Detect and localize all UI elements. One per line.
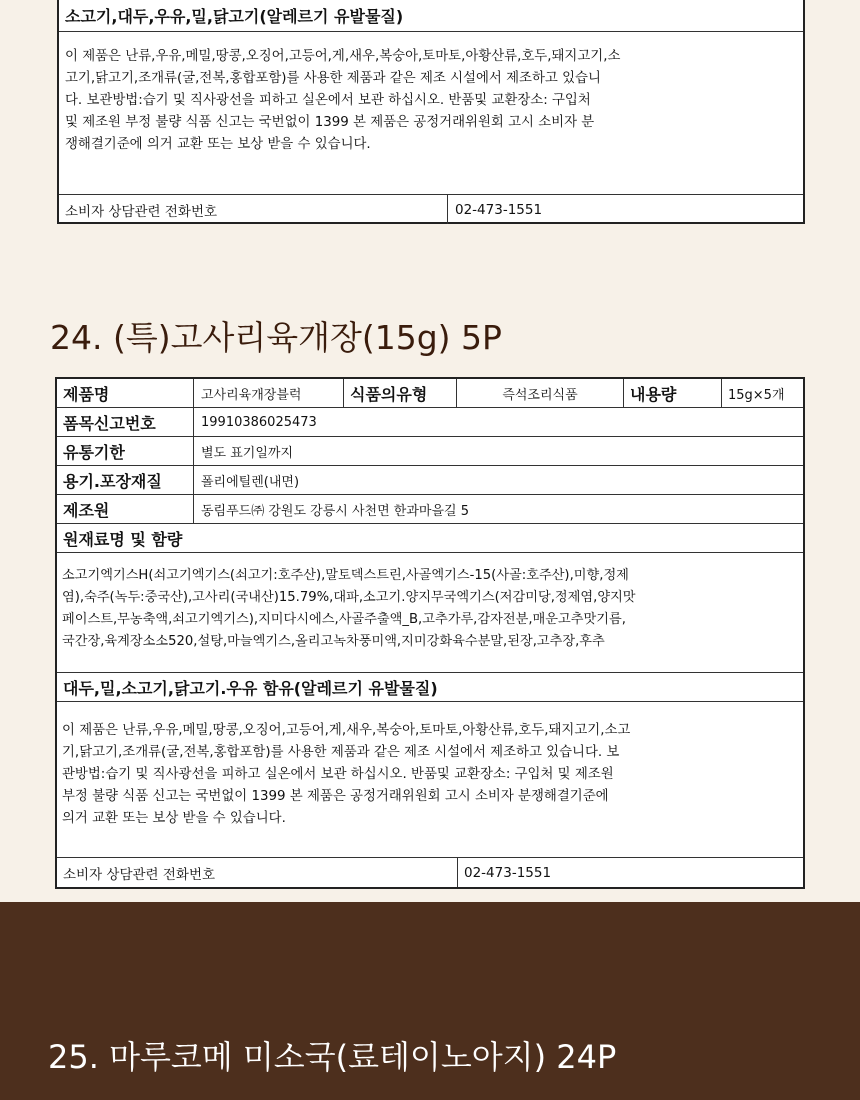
top-notice-line: 및 제조원 부정 불량 식품 신고는 국번없이 1399 본 제품은 공정거래위원회 고시 소비자 분 (65, 115, 595, 130)
ingredients-line: 소고기엑기스H(쇠고기엑기스(쇠고기:호주산),말토덱스트린,사골엑기스-15(사골:호주산),미향,정제 (62, 568, 629, 583)
section25-title: 25. 마루코메 미소국(료테이노아지) 24P (48, 1038, 617, 1076)
notice-line: 관방법:습기 및 직사광선을 피하고 실온에서 보관 하십시오. 반품및 교환장소: 구입처 및 제조원 (62, 767, 614, 782)
top-notice-line: 이 제품은 난류,우유,메밀,땅콩,오징어,고등어,게,새우,복숭아,토마토,아황산류,호두,돼지고기,소 (65, 49, 621, 64)
report-no-value: 19910386025473 (201, 414, 317, 430)
maker-label: 제조원 (63, 500, 110, 520)
top-allergen-heading: 소고기,대두,우유,밀,닭고기(알레르기 유발물질) (65, 7, 404, 26)
section24-title: 24. (특)고사리육개장(15g) 5P (50, 318, 502, 357)
consumer-row (57, 858, 803, 887)
top-allergen-row (59, 0, 803, 32)
notice-line: 이 제품은 난류,우유,메밀,땅콩,오징어,고등어,게,새우,복숭아,토마토,아황산류,호두,돼지고기,소고 (62, 723, 631, 738)
top-notice-line: 다. 보관방법:습기 및 직사광선을 피하고 실온에서 보관 하십시오. 반품및 교환장소: 구입처 (65, 93, 591, 108)
expiry-value: 별도 표기일까지 (201, 445, 294, 461)
top-label-table (57, 0, 805, 224)
product-name-value: 고사리육개장블럭 (201, 387, 302, 403)
ingredients-heading-row (57, 524, 803, 553)
packaging-value: 폴리에틸렌(내면) (201, 474, 300, 490)
packaging-label: 용기.포장재질 (63, 471, 162, 491)
product-name-label: 제품명 (63, 384, 110, 404)
food-type-value: 즉석조리식품 (502, 387, 578, 403)
top-notice-line: 쟁해결기준에 의거 교환 또는 보상 받을 수 있습니다. (65, 137, 371, 152)
ingredients-line: 국간장,육계장소소520,설탕,마늘엑기스,올리고녹차풍미액,지미강화육수분말,된장,고추장,후추 (62, 634, 605, 649)
notice-line: 의거 교환 또는 보상 받을 수 있습니다. (62, 811, 286, 826)
top-notice-line: 고기,닭고기,조개류(굴,전복,홍합포함)를 사용한 제품과 같은 제조 시설에서 제조하고 있습니 (65, 71, 601, 86)
notice-line: 기,닭고기,조개류(굴,전복,홍합포함)를 사용한 제품과 같은 제조 시설에서 제조하고 있습니다. 보 (62, 745, 620, 760)
ingredients-heading: 원재료명 및 함량 (63, 529, 183, 549)
ingredients-text (62, 565, 802, 653)
notice-line: 부정 불량 식품 신고는 국번없이 1399 본 제품은 공정거래위원회 고시 소비자 분쟁해결기준에 (62, 789, 609, 804)
capacity-value: 15g×5개 (728, 387, 785, 403)
product-info-row (57, 379, 803, 408)
report-no-row (57, 408, 803, 437)
ingredients-line: 페이스트,무농축액,쇠고기엑기스),지미다시에스,사골주출액_B,고추가루,감자전분,매운고추맛기름, (62, 612, 626, 627)
expiry-row (57, 437, 803, 466)
consumer-label: 소비자 상담관련 전화번호 (63, 866, 216, 883)
food-type-label: 식품의유형 (350, 384, 428, 404)
section24-label-table (55, 377, 805, 889)
notice-text (62, 720, 802, 830)
packaging-row (57, 466, 803, 495)
maker-value: 동림푸드㈜ 강원도 강릉시 사천면 한과마을길 5 (201, 503, 469, 519)
capacity-label: 내용량 (630, 384, 677, 404)
top-consumer-phone: 02-473-1551 (455, 201, 543, 218)
ingredients-line: 염),숙주(녹두:중국산),고사리(국내산)15.79%,대파,소고기.양지무국엑기스(저감미당,정제염,양지맛 (62, 590, 636, 605)
allergen-heading-row (57, 673, 803, 702)
consumer-phone: 02-473-1551 (464, 864, 552, 881)
top-notice-text (65, 46, 801, 156)
allergen-heading: 대두,밀,소고기,닭고기.우유 함유(알레르기 유발물질) (63, 678, 438, 698)
ingredients-row (57, 553, 803, 673)
maker-row (57, 495, 803, 524)
top-consumer-label: 소비자 상담관련 전화번호 (65, 203, 218, 220)
notice-row (57, 702, 803, 858)
report-no-label: 폼목신고번호 (63, 413, 156, 433)
expiry-label: 유통기한 (63, 442, 125, 462)
top-consumer-row (59, 194, 803, 224)
